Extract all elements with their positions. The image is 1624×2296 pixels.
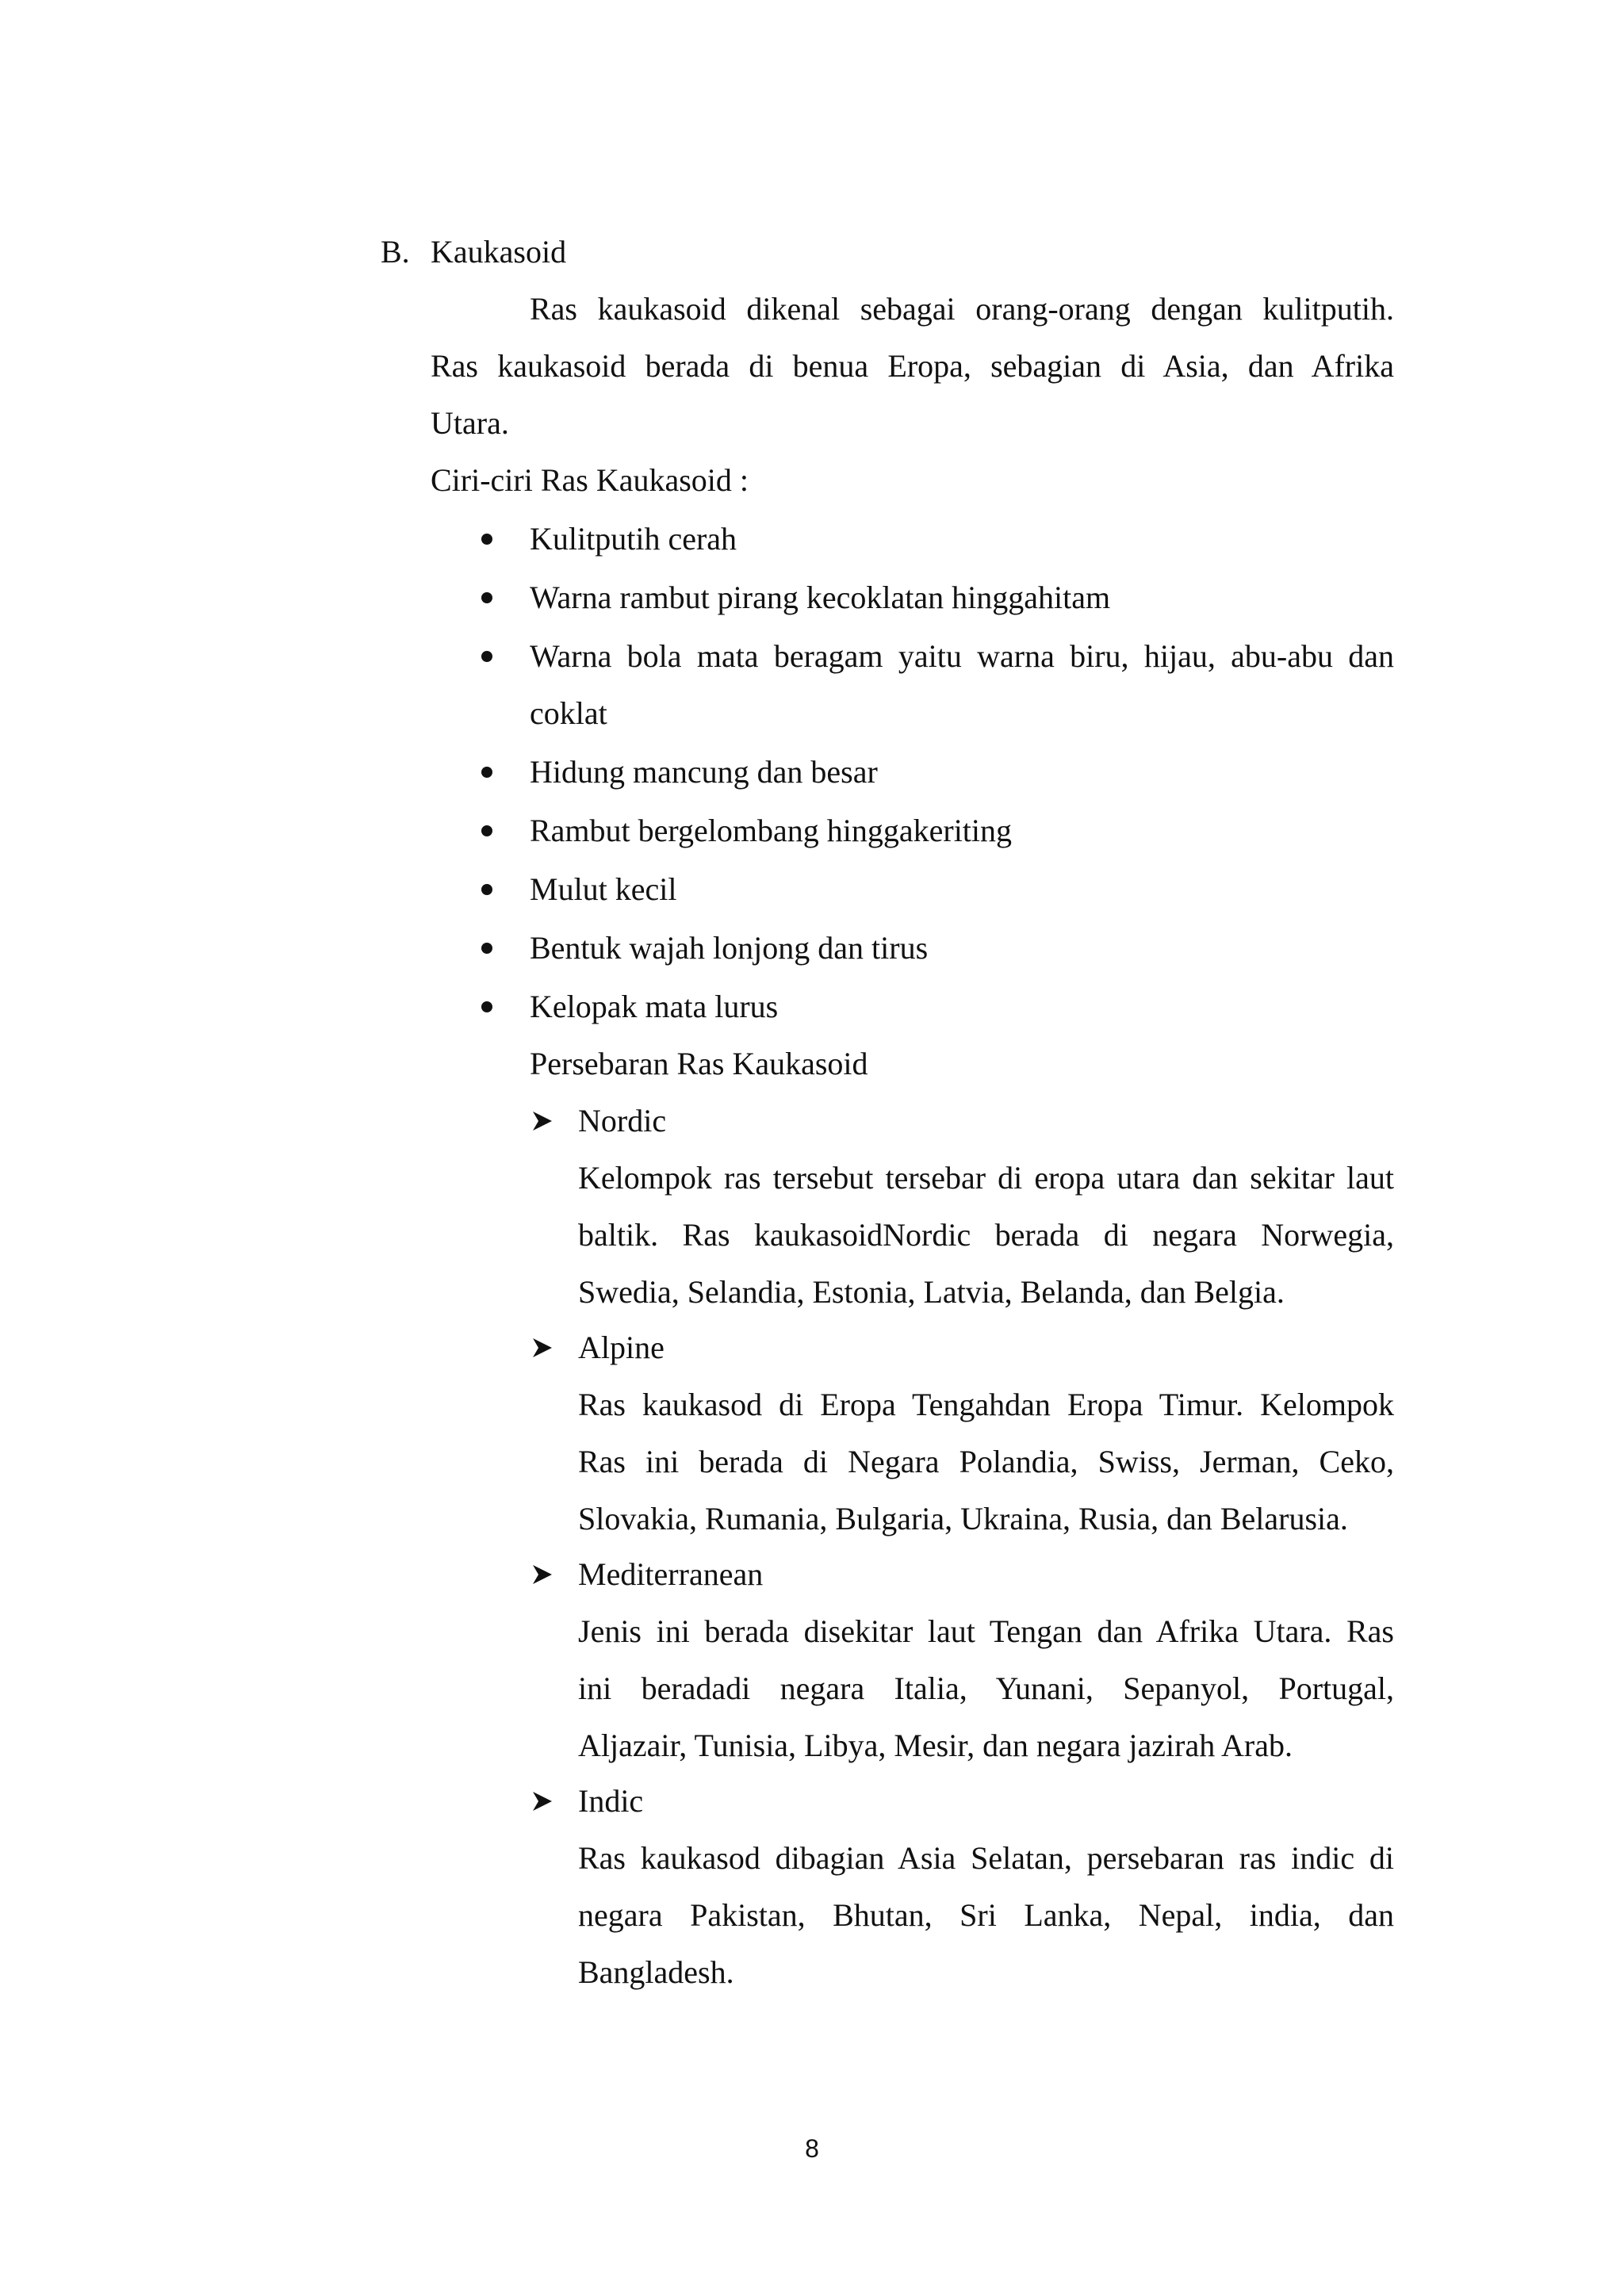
bullet-icon — [481, 943, 492, 954]
bullet-icon — [481, 592, 492, 603]
bullet-icon — [481, 1001, 492, 1012]
distribution-heading: Persebaran Ras Kaukasoid — [530, 1046, 868, 1081]
trait-item-continuation: coklat — [530, 695, 607, 731]
group-desc-line: Swedia, Selandia, Estonia, Latvia, Belanda, dan Belgia. — [578, 1274, 1285, 1310]
group-desc-line: Ras kaukasod di Eropa Tengahdan Eropa Timur. Kelompok — [578, 1387, 1394, 1422]
group-name: Mediterranean — [578, 1556, 764, 1592]
arrow-bullet-icon — [531, 1790, 553, 1812]
group-desc-line: ini beradadi negara Italia, Yunani, Sepanyol, Portugal, — [578, 1670, 1394, 1706]
traits-heading: Ciri-ciri Ras Kaukasoid : — [431, 462, 749, 498]
group-desc-line: Ras ini berada di Negara Polandia, Swiss, Jerman, Ceko, — [578, 1444, 1394, 1479]
intro-line-1: Ras kaukasoid dikenal sebagai orang-orang dengan kulitputih. — [530, 291, 1394, 327]
group-desc-line: baltik. Ras kaukasoidNordic berada di negara Norwegia, — [578, 1217, 1394, 1253]
trait-item: Bentuk wajah lonjong dan tirus — [530, 930, 929, 966]
group-desc-line: Aljazair, Tunisia, Libya, Mesir, dan negara jazirah Arab. — [578, 1728, 1293, 1763]
bullet-icon — [481, 767, 492, 778]
trait-item: Hidung mancung dan besar — [530, 754, 878, 790]
trait-item: Mulut kecil — [530, 871, 677, 907]
section-letter: B. — [381, 234, 410, 270]
bullet-icon — [481, 534, 492, 545]
bullet-icon — [481, 825, 492, 836]
group-desc-line: Ras kaukasod dibagian Asia Selatan, persebaran ras indic di — [578, 1840, 1394, 1876]
trait-item: Rambut bergelombang hinggakeriting — [530, 813, 1013, 848]
trait-item: Kelopak mata lurus — [530, 989, 779, 1024]
group-name: Nordic — [578, 1103, 667, 1138]
page-number: 8 — [805, 2134, 819, 2163]
arrow-bullet-icon — [531, 1337, 553, 1359]
intro-line-2: Ras kaukasoid berada di benua Eropa, sebagian di Asia, dan Afrika — [431, 348, 1394, 384]
group-name: Alpine — [578, 1330, 665, 1365]
group-name: Indic — [578, 1783, 644, 1819]
trait-item: Warna bola mata beragam yaitu warna biru, hijau, abu-abu dan — [530, 638, 1394, 674]
group-desc-line: negara Pakistan, Bhutan, Sri Lanka, Nepal, india, dan — [578, 1897, 1394, 1933]
section-title: Kaukasoid — [431, 234, 567, 270]
trait-item: Kulitputih cerah — [530, 521, 737, 557]
arrow-bullet-icon — [531, 1563, 553, 1586]
group-desc-line: Jenis ini berada disekitar laut Tengan dan Afrika Utara. Ras — [578, 1613, 1394, 1649]
group-desc-line: Kelompok ras tersebut tersebar di eropa utara dan sekitar laut — [578, 1160, 1394, 1196]
arrow-bullet-icon — [531, 1110, 553, 1132]
intro-line-3: Utara. — [431, 405, 509, 441]
group-desc-line: Bangladesh. — [578, 1954, 734, 1990]
bullet-icon — [481, 651, 492, 662]
trait-item: Warna rambut pirang kecoklatan hinggahitam — [530, 580, 1111, 615]
group-desc-line: Slovakia, Rumania, Bulgaria, Ukraina, Rusia, dan Belarusia. — [578, 1501, 1348, 1536]
bullet-icon — [481, 884, 492, 895]
